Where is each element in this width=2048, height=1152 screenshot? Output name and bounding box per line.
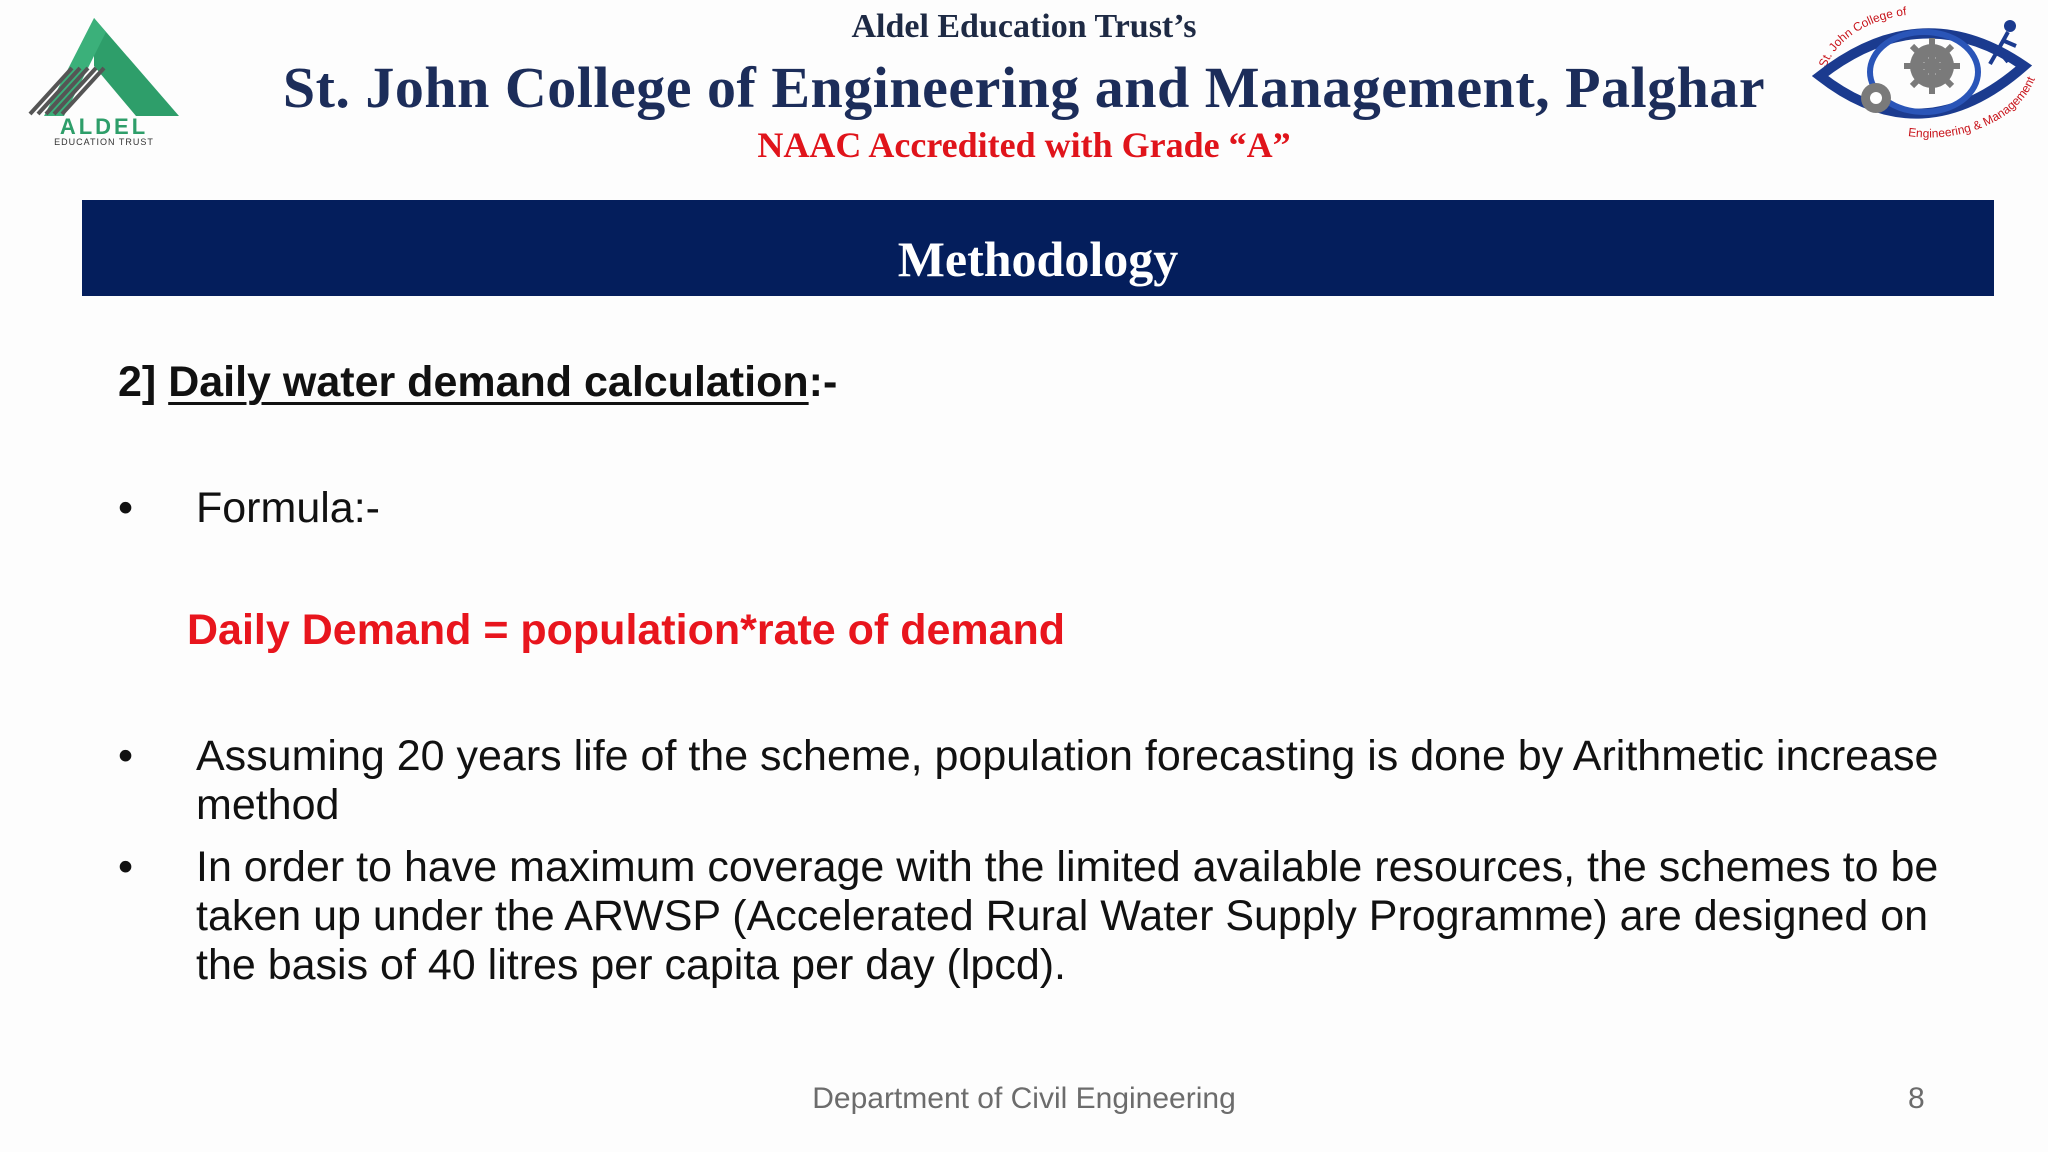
section-heading-prefix: 2] <box>118 358 169 406</box>
bullet-text: Formula:- <box>196 484 380 532</box>
bullet-dot-icon: • <box>118 843 134 891</box>
sjcem-eye-gear-logo-icon <box>1812 6 2046 144</box>
accreditation-line: NAAC Accredited with Grade “A” <box>757 125 1291 165</box>
section-heading-suffix: :- <box>808 358 838 406</box>
bullet-text: Assuming 20 years life of the scheme, population forecasting is done by Arithmetic increase method <box>196 732 1939 829</box>
section-heading-underlined: Daily water demand calculation <box>168 358 809 406</box>
sjcem-logo-top-text: St. John College of <box>1815 6 1908 70</box>
sjcem-logo <box>1812 6 2046 144</box>
footer-department: Department of Civil Engineering <box>812 1082 1236 1115</box>
sjcem-logo-bottom-text: Engineering & Management <box>1907 74 2038 141</box>
trust-name: Aldel Education Trust’s <box>851 8 1197 45</box>
bullet-dot-icon: • <box>118 484 134 532</box>
section-heading <box>118 358 837 407</box>
college-name: St. John College of Engineering and Management, Palghar <box>282 55 1766 120</box>
aldel-logo-wordmark: ALDEL <box>59 114 149 139</box>
aldel-logo-subtext: EDUCATION TRUST <box>54 137 154 146</box>
bullet-dot-icon: • <box>118 732 134 780</box>
formula: Daily Demand = population*rate of demand <box>187 606 1066 654</box>
slide-title: Methodology <box>897 231 1179 287</box>
bullet-text: In order to have maximum coverage with the limited available resources, the schemes to be taken up under the ARWSP (Accelerated Rural Water Supply Programme) are designed on the basis of 40 litres per capita per day (lpcd). <box>196 843 1939 989</box>
page-number: 8 <box>1908 1082 1925 1115</box>
